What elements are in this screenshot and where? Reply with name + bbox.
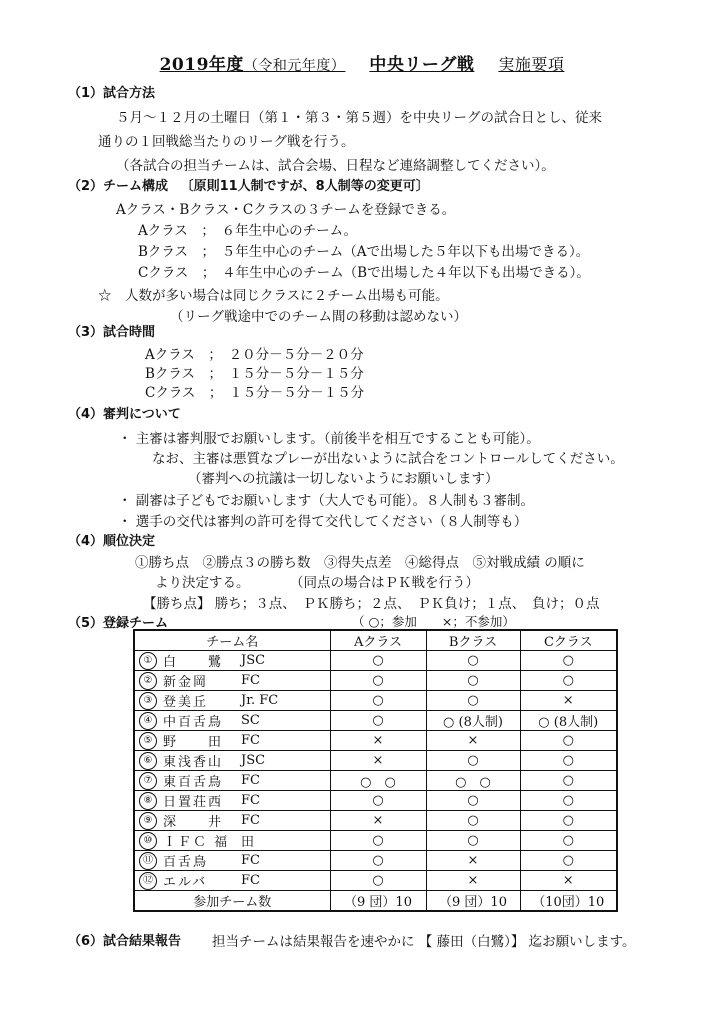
team-name: 野 田 bbox=[163, 735, 224, 750]
class-a-cell bbox=[330, 811, 426, 831]
team-name-cell bbox=[134, 851, 330, 871]
class-a-cell bbox=[330, 831, 426, 851]
class-b-cell bbox=[426, 811, 520, 831]
section4-line: ・ 副審は子どもでお願いします（大人でも可能）。８人制も３審制。 bbox=[118, 493, 535, 509]
team-name-cell bbox=[134, 771, 330, 791]
participation-mark: ○ bbox=[562, 653, 574, 668]
team-number: ⑧ bbox=[139, 792, 157, 810]
section1-heading: （1）試合方法 bbox=[68, 86, 156, 101]
table-row bbox=[134, 851, 617, 871]
section5-line: ①勝ち点 ②勝点３の勝ち数 ③得失点差 ④総得点 ⑤対戦成績 の順に bbox=[135, 555, 585, 571]
class-b-cell bbox=[426, 651, 520, 671]
section2-line: Cクラス ； ４年生中心のチーム（Bで出場した４年以下も出場できる）。 bbox=[138, 265, 590, 281]
table-row bbox=[134, 691, 617, 711]
class-a-cell bbox=[330, 731, 426, 751]
section2-line: ☆ 人数が多い場合は同じクラスに２チーム出場も可能。 bbox=[98, 288, 449, 304]
team-name: ＩＦＣ 福 bbox=[163, 835, 230, 850]
participation-mark: × bbox=[372, 813, 384, 828]
table-row bbox=[134, 871, 617, 891]
team-suffix: FC bbox=[241, 673, 260, 688]
team-name-cell bbox=[134, 791, 330, 811]
participation-mark: ○ bbox=[562, 853, 574, 868]
column-header: チーム名 bbox=[134, 630, 330, 651]
section5-line: より決定する。 （同点の場合はＰＫ戦を行う） bbox=[155, 575, 479, 591]
total-b: （9 団）10 bbox=[426, 891, 520, 912]
class-b-cell bbox=[426, 851, 520, 871]
participation-mark: ○ bbox=[467, 813, 479, 828]
team-name: 百舌鳥 bbox=[163, 855, 209, 870]
class-b-cell bbox=[426, 671, 520, 691]
total-label: 参加チーム数 bbox=[134, 891, 330, 912]
participation-mark: ○ (8人制) bbox=[538, 715, 599, 730]
participation-mark: ○ bbox=[372, 853, 384, 868]
section4-line: ・ 主審は審判服でお願いします。（前後半を相互ですることも可能）。 bbox=[118, 431, 540, 447]
total-a: （9 団）10 bbox=[330, 891, 426, 912]
table-header-row bbox=[134, 630, 617, 651]
participation-mark: ○ bbox=[372, 833, 384, 848]
section5-line: 【勝ち点】 勝ち；３点、 ＰＫ勝ち；２点、 ＰＫ負け；１点、 負け；０点 bbox=[143, 596, 600, 612]
team-number: ⑥ bbox=[139, 752, 157, 770]
section1-line: ５月～１２月の土曜日（第１・第３・第５週）を中央リーグの試合日とし、従来 bbox=[116, 110, 602, 126]
team-name: 中百舌鳥 bbox=[163, 715, 224, 730]
class-b-cell bbox=[426, 691, 520, 711]
title-kind: 実施要項 bbox=[498, 55, 565, 74]
team-name-cell bbox=[134, 711, 330, 731]
section2-heading-note: 〔原則11人制ですが、8人制等の変更可〕 bbox=[180, 179, 429, 194]
title-year: 2019年度 bbox=[159, 55, 244, 75]
participation-mark: ○ ○ bbox=[455, 775, 491, 790]
title-name: 中央リーグ戦 bbox=[369, 55, 475, 75]
section1-line: 通りの１回戦総当たりのリーグ戦を行う。 bbox=[98, 134, 355, 150]
section3-heading: （3）試合時間 bbox=[68, 325, 156, 340]
class-a-cell bbox=[330, 851, 426, 871]
team-suffix: FC bbox=[241, 793, 260, 808]
team-number: ② bbox=[139, 672, 157, 690]
table-row bbox=[134, 811, 617, 831]
participation-legend: （ ○；参加 ×；不参加） bbox=[352, 614, 515, 629]
participation-mark: × bbox=[467, 733, 479, 748]
participation-mark: ○ bbox=[372, 793, 384, 808]
participation-mark: ○ bbox=[372, 673, 384, 688]
class-b-cell bbox=[426, 771, 520, 791]
participation-mark: × bbox=[562, 693, 574, 708]
participation-mark: ○ bbox=[467, 653, 479, 668]
team-name-cell bbox=[134, 671, 330, 691]
section3-line: Aクラス ； ２０分－５分－２０分 bbox=[145, 347, 364, 363]
section4-line: ・ 選手の交代は審判の許可を得て交代してください（８人制等も） bbox=[118, 514, 528, 530]
class-c-cell bbox=[520, 871, 617, 891]
class-c-cell bbox=[520, 771, 617, 791]
class-b-cell bbox=[426, 731, 520, 751]
team-suffix: Jr. FC bbox=[241, 693, 279, 708]
participation-mark: ○ (8人制) bbox=[443, 715, 503, 730]
team-name-cell bbox=[134, 831, 330, 851]
section7-heading: （6）試合結果報告 bbox=[68, 934, 182, 949]
class-a-cell bbox=[330, 751, 426, 771]
class-c-cell bbox=[520, 791, 617, 811]
section2-line: Aクラス・Bクラス・Cクラスの３チームを登録できる。 bbox=[116, 202, 456, 218]
page-title bbox=[0, 50, 724, 75]
team-suffix: FC bbox=[241, 873, 260, 888]
participation-mark: ○ bbox=[467, 673, 479, 688]
column-header: Bクラス bbox=[426, 630, 520, 651]
class-c-cell bbox=[520, 751, 617, 771]
section4-line: （審判への抗議は一切しないようにお願いします） bbox=[188, 471, 499, 487]
team-name: エルバ bbox=[163, 875, 208, 890]
class-a-cell bbox=[330, 771, 426, 791]
table-row bbox=[134, 831, 617, 851]
participation-mark: ○ bbox=[372, 693, 384, 708]
section3-line: Cクラス ； １５分－５分－１５分 bbox=[145, 385, 365, 401]
table-body bbox=[134, 651, 617, 891]
participation-mark: × bbox=[562, 873, 574, 888]
team-name: 登美丘 bbox=[163, 695, 209, 710]
team-name-cell bbox=[134, 811, 330, 831]
class-c-cell bbox=[520, 671, 617, 691]
class-b-cell bbox=[426, 751, 520, 771]
section6-heading: （5）登録チーム bbox=[68, 616, 169, 631]
section7-text: 担当チームは結果報告を速やかに 【 藤田（白鷺）】 迄お願いします。 bbox=[212, 934, 636, 950]
participation-mark: × bbox=[467, 873, 479, 888]
participation-mark: ○ bbox=[467, 693, 479, 708]
participation-mark: × bbox=[372, 753, 384, 768]
class-b-cell bbox=[426, 711, 520, 731]
team-suffix: 田 bbox=[241, 835, 255, 850]
section2-heading: （2）チーム構成 〔原則11人制ですが、8人制等の変更可〕 bbox=[68, 179, 429, 194]
table-row bbox=[134, 751, 617, 771]
section3-line: Bクラス ； １５分－５分－１５分 bbox=[145, 366, 364, 382]
team-suffix: FC bbox=[241, 733, 260, 748]
table-row bbox=[134, 791, 617, 811]
class-c-cell bbox=[520, 831, 617, 851]
section1-line: （各試合の担当チームは、試合会場、日程など連絡調整してください）。 bbox=[116, 158, 555, 174]
team-name: 日置荘西 bbox=[163, 795, 224, 810]
total-c: （10団）10 bbox=[520, 891, 617, 912]
participation-mark: × bbox=[372, 733, 384, 748]
class-c-cell bbox=[520, 731, 617, 751]
team-name: 深 井 bbox=[163, 815, 224, 830]
section4-line: なお、主審は悪質なプレーが出ないように試合をコントロールしてください。 bbox=[152, 451, 624, 467]
class-c-cell bbox=[520, 691, 617, 711]
class-a-cell bbox=[330, 691, 426, 711]
participation-mark: ○ bbox=[562, 793, 574, 808]
participation-mark: ○ ○ bbox=[360, 775, 396, 790]
class-c-cell bbox=[520, 651, 617, 671]
team-suffix: FC bbox=[241, 773, 260, 788]
column-header: Cクラス bbox=[520, 630, 617, 651]
participation-mark: × bbox=[467, 853, 479, 868]
participation-mark: ○ bbox=[372, 653, 384, 668]
team-number: ⑩ bbox=[139, 832, 157, 850]
section2-line: Aクラス ； ６年生中心のチーム。 bbox=[138, 223, 357, 239]
table-row bbox=[134, 651, 617, 671]
team-name-cell bbox=[134, 691, 330, 711]
class-b-cell bbox=[426, 791, 520, 811]
team-number: ⑦ bbox=[139, 772, 157, 790]
class-c-cell bbox=[520, 851, 617, 871]
class-a-cell bbox=[330, 791, 426, 811]
registration-table bbox=[133, 629, 618, 912]
participation-mark: ○ bbox=[467, 833, 479, 848]
class-a-cell bbox=[330, 871, 426, 891]
participation-mark: ○ bbox=[562, 833, 574, 848]
participation-mark: ○ bbox=[372, 873, 384, 888]
participation-mark: ○ bbox=[562, 753, 574, 768]
team-name-cell bbox=[134, 651, 330, 671]
team-suffix: JSC bbox=[241, 653, 266, 668]
team-name: 新金岡 bbox=[163, 675, 209, 690]
team-number: ① bbox=[139, 652, 157, 670]
section2-line: （リーグ戦途中でのチーム間の移動は認めない） bbox=[170, 309, 467, 325]
table-row bbox=[134, 771, 617, 791]
team-number: ⑤ bbox=[139, 732, 157, 750]
table-row bbox=[134, 711, 617, 731]
title-era: （令和元年度） bbox=[243, 58, 346, 74]
team-name-cell bbox=[134, 751, 330, 771]
section2-line: Bクラス ； ５年生中心のチーム（Aで出場した５年以下も出場できる）。 bbox=[138, 244, 590, 260]
section5-heading: （4）順位決定 bbox=[68, 534, 156, 549]
team-name: 東百舌鳥 bbox=[163, 775, 224, 790]
participation-mark: ○ bbox=[562, 733, 574, 748]
participation-mark: ○ bbox=[562, 673, 574, 688]
team-name: 白 鷺 bbox=[163, 655, 224, 670]
team-number: ③ bbox=[139, 692, 157, 710]
team-name-cell bbox=[134, 731, 330, 751]
class-b-cell bbox=[426, 831, 520, 851]
total-row bbox=[134, 891, 617, 912]
participation-mark: ○ bbox=[372, 713, 384, 728]
class-c-cell bbox=[520, 811, 617, 831]
table-row bbox=[134, 731, 617, 751]
team-number: ⑨ bbox=[139, 812, 157, 830]
section4-heading: （4）審判について bbox=[68, 407, 181, 422]
table-row bbox=[134, 671, 617, 691]
class-a-cell bbox=[330, 711, 426, 731]
class-a-cell bbox=[330, 651, 426, 671]
team-number: ④ bbox=[139, 712, 157, 730]
participation-mark: ○ bbox=[467, 793, 479, 808]
team-suffix: FC bbox=[241, 813, 260, 828]
class-b-cell bbox=[426, 871, 520, 891]
team-name: 東浅香山 bbox=[163, 755, 224, 770]
team-suffix: JSC bbox=[241, 753, 266, 768]
class-c-cell bbox=[520, 711, 617, 731]
class-a-cell bbox=[330, 671, 426, 691]
participation-mark: ○ bbox=[562, 813, 574, 828]
column-header: Aクラス bbox=[330, 630, 426, 651]
team-number: ⑪ bbox=[139, 852, 157, 870]
team-suffix: FC bbox=[241, 853, 260, 868]
participation-mark: ○ bbox=[562, 773, 574, 788]
team-number: ⑫ bbox=[139, 872, 157, 890]
team-suffix: SC bbox=[241, 713, 260, 728]
team-name-cell bbox=[134, 871, 330, 891]
participation-mark: ○ bbox=[467, 753, 479, 768]
